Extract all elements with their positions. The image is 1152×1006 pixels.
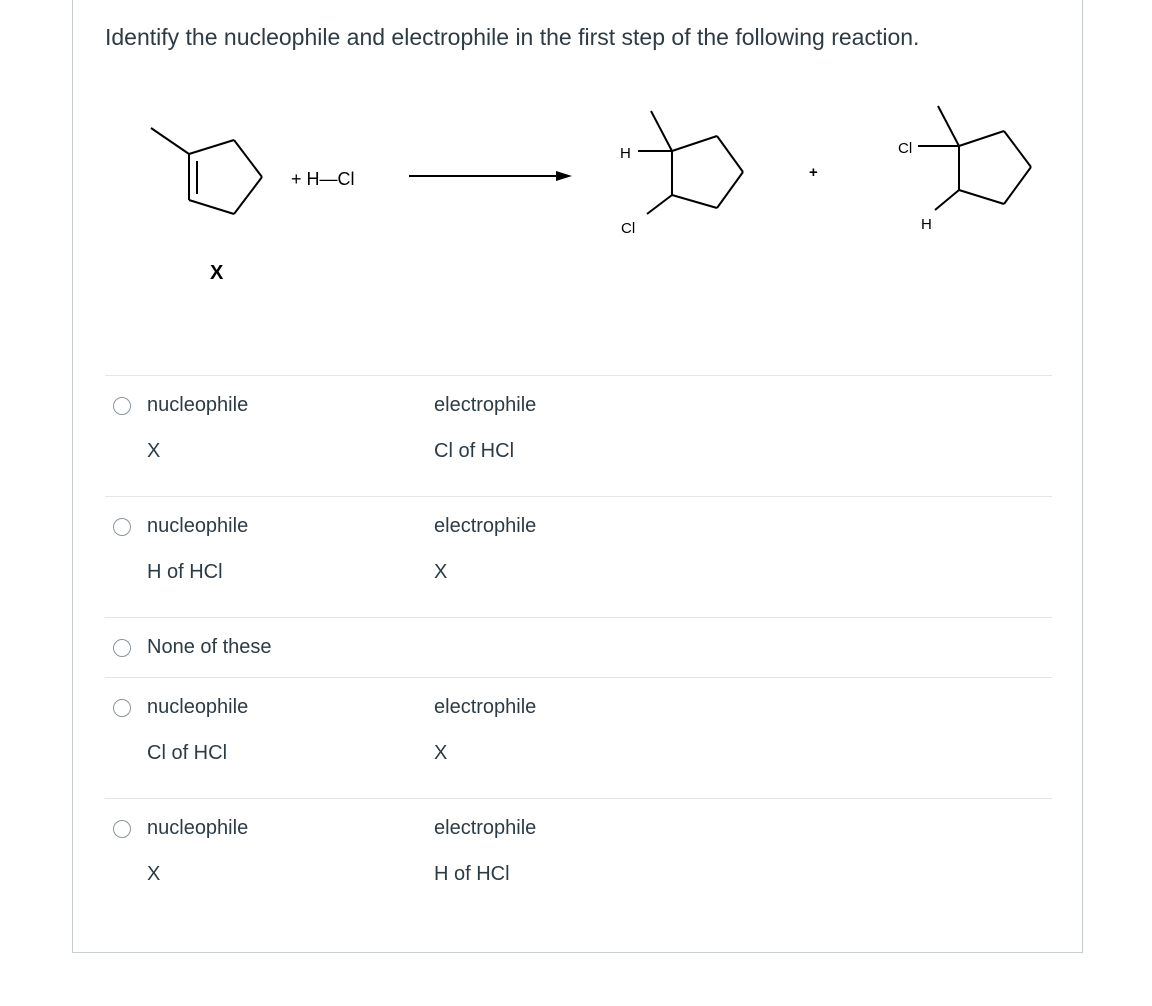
nucleophile-heading: nucleophile bbox=[147, 394, 249, 416]
electrophile-heading: electrophile bbox=[434, 696, 537, 718]
answer-option-1[interactable] bbox=[105, 375, 1052, 496]
electrophile-value: Cl of HCl bbox=[434, 440, 515, 462]
answer-option-2[interactable] bbox=[105, 496, 1052, 617]
reaction-scheme bbox=[0, 0, 1152, 320]
nucleophile-value: Cl of HCl bbox=[147, 742, 228, 764]
electrophile-heading: electrophile bbox=[434, 394, 537, 416]
radio-button[interactable] bbox=[113, 820, 131, 838]
radio-button[interactable] bbox=[113, 699, 131, 717]
product-2-top-label: Cl bbox=[898, 140, 913, 157]
plus-sign: + bbox=[809, 164, 818, 181]
product-1-bottom-label: Cl bbox=[621, 220, 636, 237]
nucleophile-value: X bbox=[147, 863, 161, 885]
answer-option-3[interactable] bbox=[105, 617, 1052, 677]
radio-button[interactable] bbox=[113, 639, 131, 657]
reactant-label: X bbox=[210, 262, 224, 284]
nucleophile-heading: nucleophile bbox=[147, 515, 249, 537]
electrophile-value: H of HCl bbox=[434, 863, 510, 885]
electrophile-value: X bbox=[434, 742, 448, 764]
nucleophile-heading: nucleophile bbox=[147, 817, 249, 839]
reagent-text: + H—Cl bbox=[291, 169, 355, 189]
electrophile-heading: electrophile bbox=[434, 817, 537, 839]
product-1-structure bbox=[638, 111, 743, 214]
product-2-structure bbox=[918, 106, 1031, 210]
reactant-structure bbox=[151, 128, 262, 214]
product-1-top-label: H bbox=[620, 145, 631, 162]
answer-option-5[interactable] bbox=[105, 798, 1052, 919]
radio-button[interactable] bbox=[113, 397, 131, 415]
electrophile-value: X bbox=[434, 561, 448, 583]
radio-button[interactable] bbox=[113, 518, 131, 536]
reaction-arrow bbox=[409, 171, 572, 181]
answer-option-4[interactable] bbox=[105, 677, 1052, 798]
question-prompt: Identify the nucleophile and electrophile in the first step of the following reaction. bbox=[105, 24, 920, 50]
nucleophile-value: X bbox=[147, 440, 161, 462]
nucleophile-value: H of HCl bbox=[147, 561, 223, 583]
answer-label: None of these bbox=[147, 636, 272, 658]
answer-list bbox=[105, 375, 1052, 919]
nucleophile-heading: nucleophile bbox=[147, 696, 249, 718]
product-2-bottom-label: H bbox=[921, 216, 932, 233]
electrophile-heading: electrophile bbox=[434, 515, 537, 537]
